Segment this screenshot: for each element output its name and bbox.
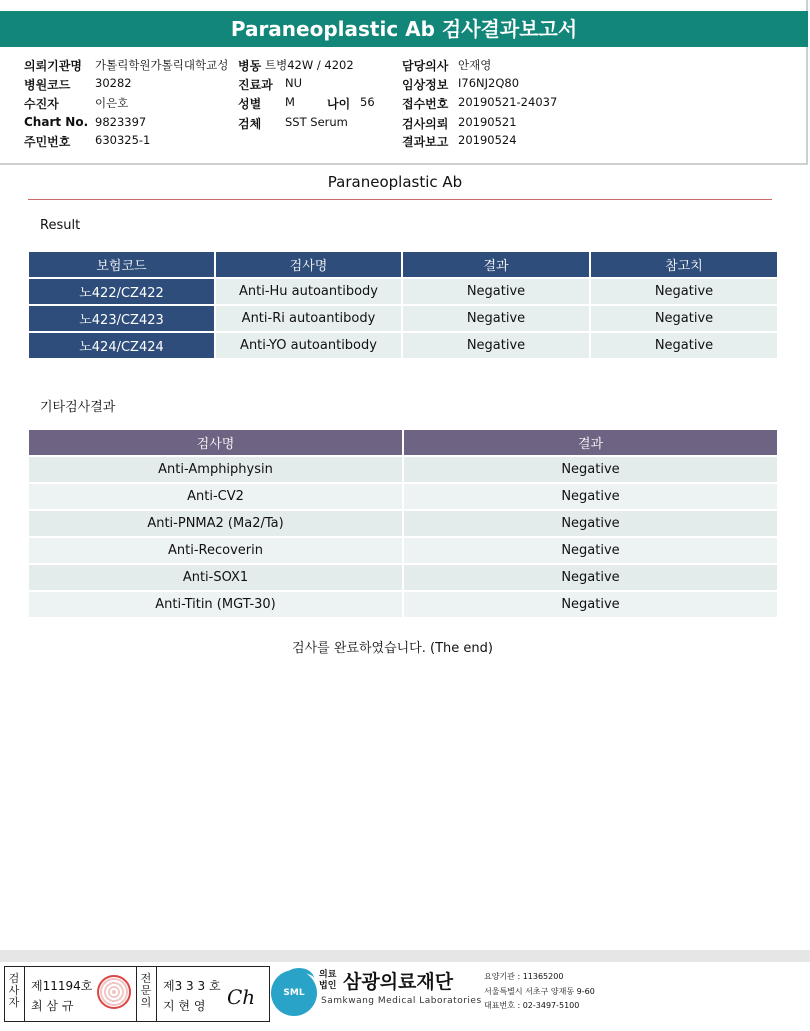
patient-label: 수진자 <box>24 97 59 111</box>
org-address: 서울특별시 서초구 양재동 9-60 <box>484 987 595 996</box>
specimen-label: 검체 <box>238 117 262 131</box>
table-row <box>29 333 777 358</box>
table-row <box>29 279 777 304</box>
col-header: 검사명 <box>216 252 401 277</box>
seal-stamp <box>97 975 131 1009</box>
table-row <box>29 306 777 331</box>
request-label: 검사의뢰 <box>402 117 449 131</box>
dept-value: NU <box>285 76 303 90</box>
chart-label: Chart No. <box>24 115 89 129</box>
tester-no: 제11194호 <box>31 979 93 993</box>
end-text: 검사를 완료하였습니다. (The end) <box>292 641 493 656</box>
table-row <box>29 592 777 617</box>
col-header: 참고치 <box>591 252 777 277</box>
insurance-code: 노424/CZ424 <box>29 333 214 358</box>
col-header: 결과 <box>404 430 777 455</box>
test-result: Negative <box>404 592 777 617</box>
doctor-license-no: 제3 3 3 호 <box>163 979 221 993</box>
hospital-code-label: 병원코드 <box>24 78 71 92</box>
sex-label: 성별 <box>238 97 262 111</box>
test-result: Negative <box>404 511 777 536</box>
col-header: 결과 <box>403 252 589 277</box>
table-header-row <box>29 430 777 455</box>
col-header: 보험코드 <box>29 252 214 277</box>
separator <box>136 967 137 1021</box>
doctor-value: 안재영 <box>458 58 492 72</box>
ward-value: 트병42W / 4202 <box>265 58 354 72</box>
doctor-name: 지 현 영 <box>163 999 206 1013</box>
dept-label: 진료과 <box>238 78 273 92</box>
test-name: Anti-Ri autoantibody <box>216 306 401 331</box>
signature: Ch <box>227 985 256 1009</box>
separator <box>24 967 25 1021</box>
receipt-label: 접수번호 <box>402 97 449 111</box>
table-row <box>29 511 777 536</box>
test-result: Negative <box>403 279 589 304</box>
ward-label: 병동 <box>238 59 262 73</box>
specimen-value: SST Serum <box>285 115 348 129</box>
org-name: 삼광의료재단 <box>343 971 454 993</box>
result-heading: Result <box>40 218 81 233</box>
report-title: Paraneoplastic Ab 검사결과보고서 <box>230 17 578 41</box>
id-label: 주민번호 <box>24 135 71 149</box>
table-row <box>29 484 777 509</box>
id-value: 630325-1 <box>95 133 151 147</box>
table-row <box>29 457 777 482</box>
age-label: 나이 <box>327 97 351 111</box>
org-prefix: 의료 법인 <box>319 970 337 991</box>
doctor-label: 담당의사 <box>402 59 449 73</box>
chart-value: 9823397 <box>95 115 147 129</box>
patient-name: 이은호 <box>95 96 129 110</box>
test-name: Anti-Hu autoantibody <box>216 279 401 304</box>
institution-label: 의뢰기관명 <box>24 59 82 73</box>
receipt-value: 20190521-24037 <box>458 95 558 109</box>
test-name: Anti-PNMA2 (Ma2/Ta) <box>29 511 402 536</box>
divider <box>28 199 772 200</box>
insurance-code: 노423/CZ423 <box>29 306 214 331</box>
test-result: Negative <box>404 457 777 482</box>
tester-label: 검사자 <box>8 972 20 1009</box>
clinical-label: 임상정보 <box>402 78 449 92</box>
other-heading: 기타검사결과 <box>40 400 116 415</box>
org-english-name: Samkwang Medical Laboratories <box>321 996 482 1006</box>
test-name: Anti-SOX1 <box>29 565 402 590</box>
sex-value: M <box>285 95 295 109</box>
test-result: Negative <box>403 333 589 358</box>
test-name: Anti-Titin (MGT-30) <box>29 592 402 617</box>
clinical-value: I76NJ2Q80 <box>458 76 520 90</box>
reference-value: Negative <box>591 279 777 304</box>
test-name: Anti-Amphiphysin <box>29 457 402 482</box>
other-results-table <box>27 428 779 619</box>
report-label: 결과보고 <box>402 135 449 149</box>
age-value: 56 <box>360 95 375 109</box>
signature-box <box>4 966 270 1022</box>
report-date: 20190524 <box>458 133 517 147</box>
col-header: 검사명 <box>29 430 402 455</box>
org-phone: 대표번호 : 02-3497-5100 <box>484 1001 580 1010</box>
sml-logo: SML <box>271 970 317 1016</box>
request-date: 20190521 <box>458 115 517 129</box>
test-result: Negative <box>404 538 777 563</box>
test-result: Negative <box>404 484 777 509</box>
test-name: Anti-Recoverin <box>29 538 402 563</box>
test-name: Anti-CV2 <box>29 484 402 509</box>
table-header-row <box>29 252 777 277</box>
section-title: Paraneoplastic Ab <box>327 173 463 191</box>
separator <box>156 967 157 1021</box>
tester-name: 최 삼 규 <box>31 999 74 1013</box>
test-name: Anti-YO autoantibody <box>216 333 401 358</box>
insurance-code: 노422/CZ422 <box>29 279 214 304</box>
institution-value: 가톨릭학원가톨릭대학교성 <box>95 58 229 72</box>
org-code: 요양기관 : 11365200 <box>484 972 564 981</box>
result-table <box>27 250 779 360</box>
test-result: Negative <box>404 565 777 590</box>
footer-divider <box>0 950 810 962</box>
test-result: Negative <box>403 306 589 331</box>
reference-value: Negative <box>591 333 777 358</box>
reference-value: Negative <box>591 306 777 331</box>
hospital-code-value: 30282 <box>95 76 132 90</box>
table-row <box>29 538 777 563</box>
specialist-label: 전문의 <box>140 972 152 1009</box>
table-row <box>29 565 777 590</box>
